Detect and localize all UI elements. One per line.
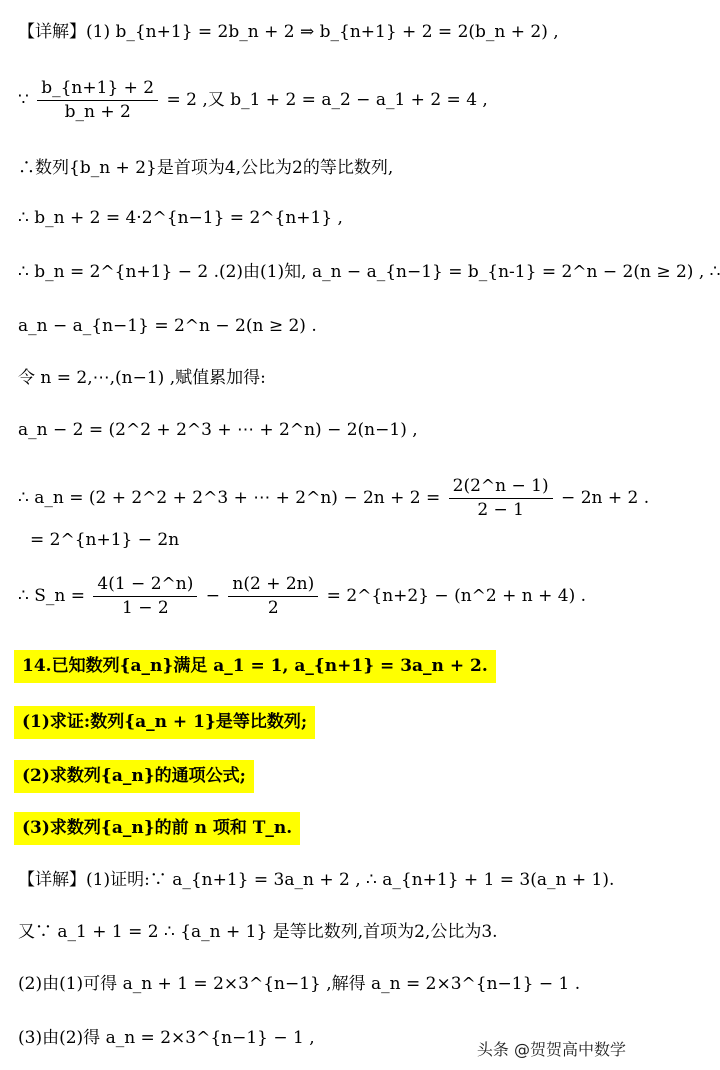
therefore-symbol: ∴ <box>18 488 29 508</box>
sn-minus: − <box>205 586 220 606</box>
solution-line-8: a_n − 2 = (2^2 + 2^3 + ⋯ + 2^n) − 2(n−1) , <box>18 420 418 440</box>
sn-rest: = 2^{n+2} − (n^2 + n + 4) . <box>326 586 587 606</box>
sn-fraction-2 <box>228 576 318 617</box>
sn-numerator-1: 4(1 − 2^n) <box>93 576 197 597</box>
ratio-denominator: b_n + 2 <box>64 102 131 122</box>
solution-line-7: 令 n = 2,⋯,(n−1) ,赋值累加得: <box>18 368 266 388</box>
sn-denominator-1: 1 − 2 <box>122 598 169 618</box>
sum-left: a_n = (2 + 2^2 + 2^3 + ⋯ + 2^n) − 2n + 2 = <box>34 488 441 508</box>
solution-line-2 <box>18 80 488 121</box>
answer-line-1: 【详解】(1)证明:∵ a_{n+1} = 3a_n + 2 , ∴ a_{n+1} + 1 = 3(a_n + 1). <box>18 870 615 890</box>
answer-line-2: 又∵ a_1 + 1 = 2 ∴ {a_n + 1} 是等比数列,首项为2,公比为3. <box>18 922 498 942</box>
problem-part-1: (1)求证:数列{a_n + 1}是等比数列; <box>14 706 315 739</box>
sum-denominator: 2 − 1 <box>477 500 524 520</box>
problem-statement: 14.已知数列{a_n}满足 a_1 = 1, a_{n+1} = 3a_n + 2. <box>14 650 496 683</box>
solution-line-5: ∴ b_n = 2^{n+1} − 2 .(2)由(1)知, a_n − a_{n−1} = b_{n-1} = 2^n − 2(n ≥ 2) , ∴ <box>18 262 720 282</box>
watermark <box>477 1037 626 1060</box>
sum-dot: . <box>643 488 650 508</box>
ratio-numerator: b_{n+1} + 2 <box>37 80 158 101</box>
sum-rest: − 2n + 2 <box>561 488 639 508</box>
sum-fraction <box>449 478 553 519</box>
ratio-rest: = 2 ,又 b_1 + 2 = a_2 − a_1 + 2 = 4 , <box>166 90 488 110</box>
problem-part-2: (2)求数列{a_n}的通项公式; <box>14 760 254 793</box>
solution-line-10: = 2^{n+1} − 2n <box>30 530 180 550</box>
problem-part-3: (3)求数列{a_n}的前 n 项和 T_n. <box>14 812 300 845</box>
sn-denominator-2: 2 <box>267 598 279 618</box>
solution-line-1: 【详解】(1) b_{n+1} = 2b_n + 2 ⇒ b_{n+1} + 2 = 2(b_n + 2) , <box>18 22 559 42</box>
watermark-text: 头条 @贺贺高中数学 <box>476 1040 626 1059</box>
solution-line-6: a_n − a_{n−1} = 2^n − 2(n ≥ 2) . <box>18 316 317 336</box>
sn-fraction-1 <box>93 576 197 617</box>
because-symbol: ∵ <box>18 90 29 110</box>
ratio-fraction <box>37 80 158 121</box>
sum-numerator: 2(2^n − 1) <box>449 478 553 499</box>
answer-line-3: (2)由(1)可得 a_n + 1 = 2×3^{n−1} ,解得 a_n = 2×3^{n−1} − 1 . <box>18 974 581 994</box>
sn-numerator-2: n(2 + 2n) <box>228 576 318 597</box>
sn-left: ∴ S_n = <box>18 586 85 606</box>
answer-line-4: (3)由(2)得 a_n = 2×3^{n−1} − 1 , <box>18 1028 315 1048</box>
solution-line-9 <box>18 478 649 519</box>
solution-line-4: ∴ b_n + 2 = 4·2^{n−1} = 2^{n+1} , <box>18 208 343 228</box>
solution-line-3: ∴数列{b_n + 2}是首项为4,公比为2的等比数列, <box>18 158 394 178</box>
solution-line-11 <box>18 576 586 617</box>
